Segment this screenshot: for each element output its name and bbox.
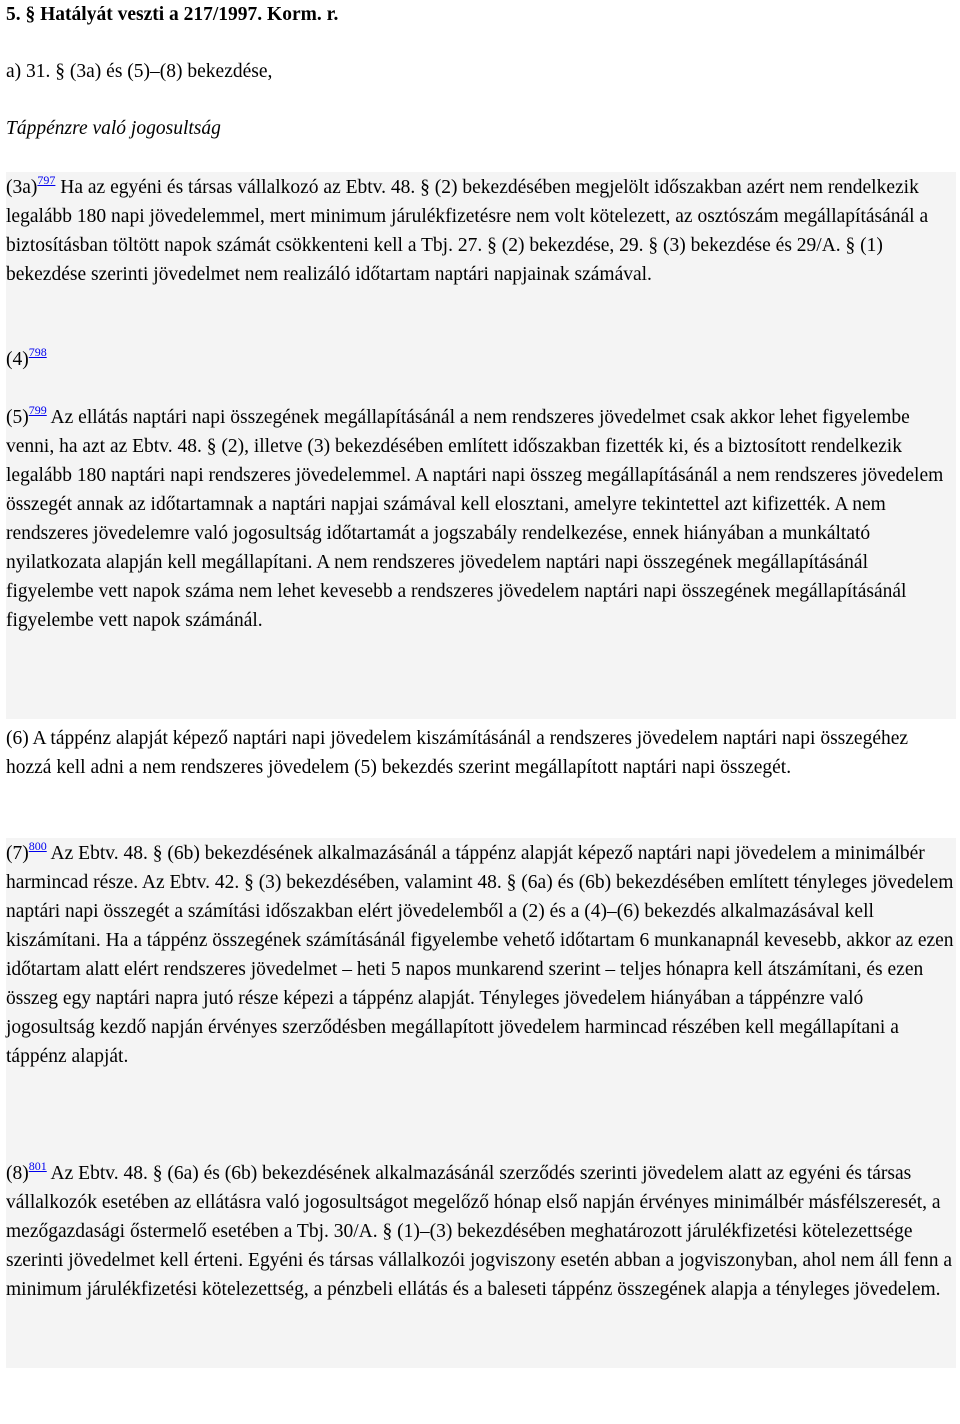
footnote-link-800[interactable]: 800 bbox=[28, 838, 47, 853]
paragraph-4 bbox=[6, 344, 956, 402]
footnote-link-801[interactable]: 801 bbox=[28, 1158, 47, 1173]
section-heading bbox=[6, 0, 954, 29]
paragraph-text: Ha az egyéni és társas vállalkozó az Ebtv. 48. § (2) bekezdésében megjelölt időszakban azért nem rendelkezik legalább 180 napi jövedelemmel, mert minimum járulékfizetésre nem volt kötelezett, az osztószám megállapításánál a biztosításban töltött napok számát csökkenteni kell a Tbj. 27. § (2) bekezdése, 29. § (3) bekezdése és 29/A. § (1) bekezdése szerinti jövedelmet nem realizáló időtartam naptári napjainak számával. bbox=[6, 177, 929, 285]
paragraph-prefix: (6) bbox=[6, 728, 29, 749]
footnote-ref bbox=[29, 1159, 47, 1173]
paragraph-prefix: (7) bbox=[6, 843, 29, 864]
paragraph-7 bbox=[6, 838, 956, 1158]
footnote-ref bbox=[37, 173, 55, 187]
footnote-ref bbox=[29, 839, 47, 853]
paragraph-prefix: (8) bbox=[6, 1163, 29, 1184]
footnote-link-798[interactable]: 798 bbox=[28, 344, 47, 359]
paragraph-text: Az Ebtv. 48. § (6a) és (6b) bekezdésének alkalmazásánál szerződés szerinti jövedelem alatt az egyéni és társas vállalkozók esetében az ellátásra való jogosultságot megelőző hónap első napján érvényes minimálbér másfélszeresét, a mezőgazdasági őstermelő esetében a Tbj. 30/A. § (1)–(3) bekezdésében meghatározott járulékfizetési kötelezettsége szerinti jövedelmet kell érteni. Egyéni és társas vállalkozói jogviszony esetén abban a jogviszonyban, ahol nem áll fenn a minimum járulékfizetési kötelezettség, a pénzbeli ellátás és a baleseti táppénz összegének alapja a tényleges jövedelem. bbox=[6, 1163, 952, 1300]
section-title bbox=[6, 114, 954, 143]
footnote-link-797[interactable]: 797 bbox=[37, 172, 56, 187]
paragraph-3a bbox=[6, 172, 956, 344]
section-title-text: Táppénzre való jogosultság bbox=[6, 118, 221, 139]
paragraph-text: A táppénz alapját képező naptári napi jövedelem kiszámításánál a rendszeres jövedelem naptári napi összegéhez hozzá kell adni a nem rendszeres jövedelem (5) bekezdés szerint megállapított naptári napi összegét. bbox=[6, 728, 909, 778]
paragraph-prefix: (3a) bbox=[6, 177, 38, 198]
subsection-item-text: a) 31. § (3a) és (5)–(8) bekezdése, bbox=[6, 61, 273, 82]
subsection-item bbox=[6, 57, 954, 86]
paragraph-prefix: (4) bbox=[6, 349, 29, 370]
paragraph-8 bbox=[6, 1158, 956, 1368]
paragraph-prefix: (5) bbox=[6, 407, 29, 428]
paragraph-text: Az ellátás naptári napi összegének megállapításánál a nem rendszeres jövedelmet csak akkor lehet figyelembe venni, ha azt az Ebtv. 48. § (2), illetve (3) bekezdésében említett időszakban fizették ki, és a biztosított rendelkezik legalább 180 naptári napi rendszeres jövedelemmel. A naptári napi összeg megállapításánál a nem rendszeres jövedelem összegét annak az időtartamnak a naptári napjai számával kell elosztani, amelyre tekintettel azt kifizették. A nem rendszeres jövedelemre való jogosultság időtartamát a jogszabály rendelkezése, ennek hiányában a munkáltató nyilatkozata alapján kell megállapítani. A nem rendszeres jövedelem naptári napi összegének megállapításánál figyelembe vett napok száma nem lehet kevesebb a rendszeres jövedelem naptári napi összegének megállapításánál figyelembe vett napok számánál. bbox=[6, 407, 944, 631]
section-heading-text: 5. § Hatályát veszti a 217/1997. Korm. r. bbox=[6, 4, 339, 25]
paragraph-6 bbox=[6, 723, 956, 837]
footnote-ref bbox=[29, 403, 47, 417]
paragraph-text: Az Ebtv. 48. § (6b) bekezdésének alkalmazásánál a táppénz alapját képező naptári napi jövedelem a minimálbér harmincad része. Az Ebtv. 42. § (3) bekezdésében, valamint 48. § (6a) és (6b) bekezdésében említett tényleges jövedelem naptári napi összegét a számítási időszakban elért jövedelemből a (2) és a (4)–(6) bekezdés alkalmazásával kell kiszámítani. Ha a táppénz összegének számításánál figyelembe vehető időtartam 6 munkanapnál kevesebb, akkor az ezen időtartam alatt elért rendszeres jövedelmet – heti 5 napos munkarend szerint – teljes hónapra kell átszámítani, és ezen összeg egy naptári napra jutó része képezi a táppénz alapját. Tényleges jövedelem hiányában a táppénzre való jogosultság kezdő napján érvényes szerződésben megállapított jövedelem harmincad részében kell megállapítani a táppénz alapját. bbox=[6, 843, 954, 1067]
footnote-ref bbox=[29, 345, 47, 359]
footnote-link-799[interactable]: 799 bbox=[28, 402, 47, 417]
paragraph-5 bbox=[6, 402, 956, 719]
